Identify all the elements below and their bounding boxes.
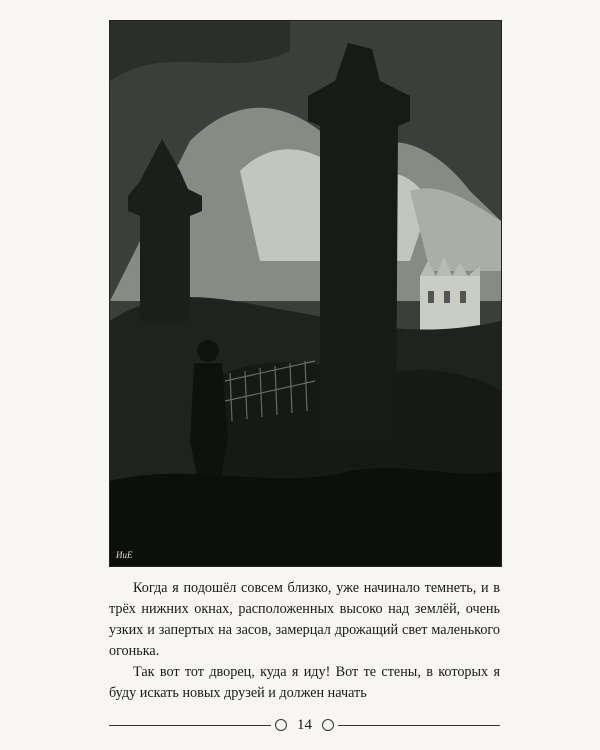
page-number: 14 [297, 716, 312, 733]
body-text [109, 578, 500, 704]
illustrator-signature: ИиЕ [116, 550, 133, 560]
page-footer [109, 713, 500, 737]
ornament-icon [275, 719, 287, 731]
illustration [109, 20, 502, 567]
paragraph-2: Так вот тот дворец, куда я иду! Вот те стены, в которых я буду искать новых друзей и должен начать [109, 664, 500, 701]
footer-rule-right [338, 725, 500, 726]
engraving-image [110, 21, 501, 566]
footer-rule-left [109, 725, 271, 726]
paragraph-1: Когда я подошёл совсем близко, уже начинало темнеть, и в трёх нижних окнах, расположенных высоко над землёй, очень узких и запертых на засов, замерцал дрожащий свет маленького огонька. [109, 580, 500, 659]
ornament-icon [322, 719, 334, 731]
